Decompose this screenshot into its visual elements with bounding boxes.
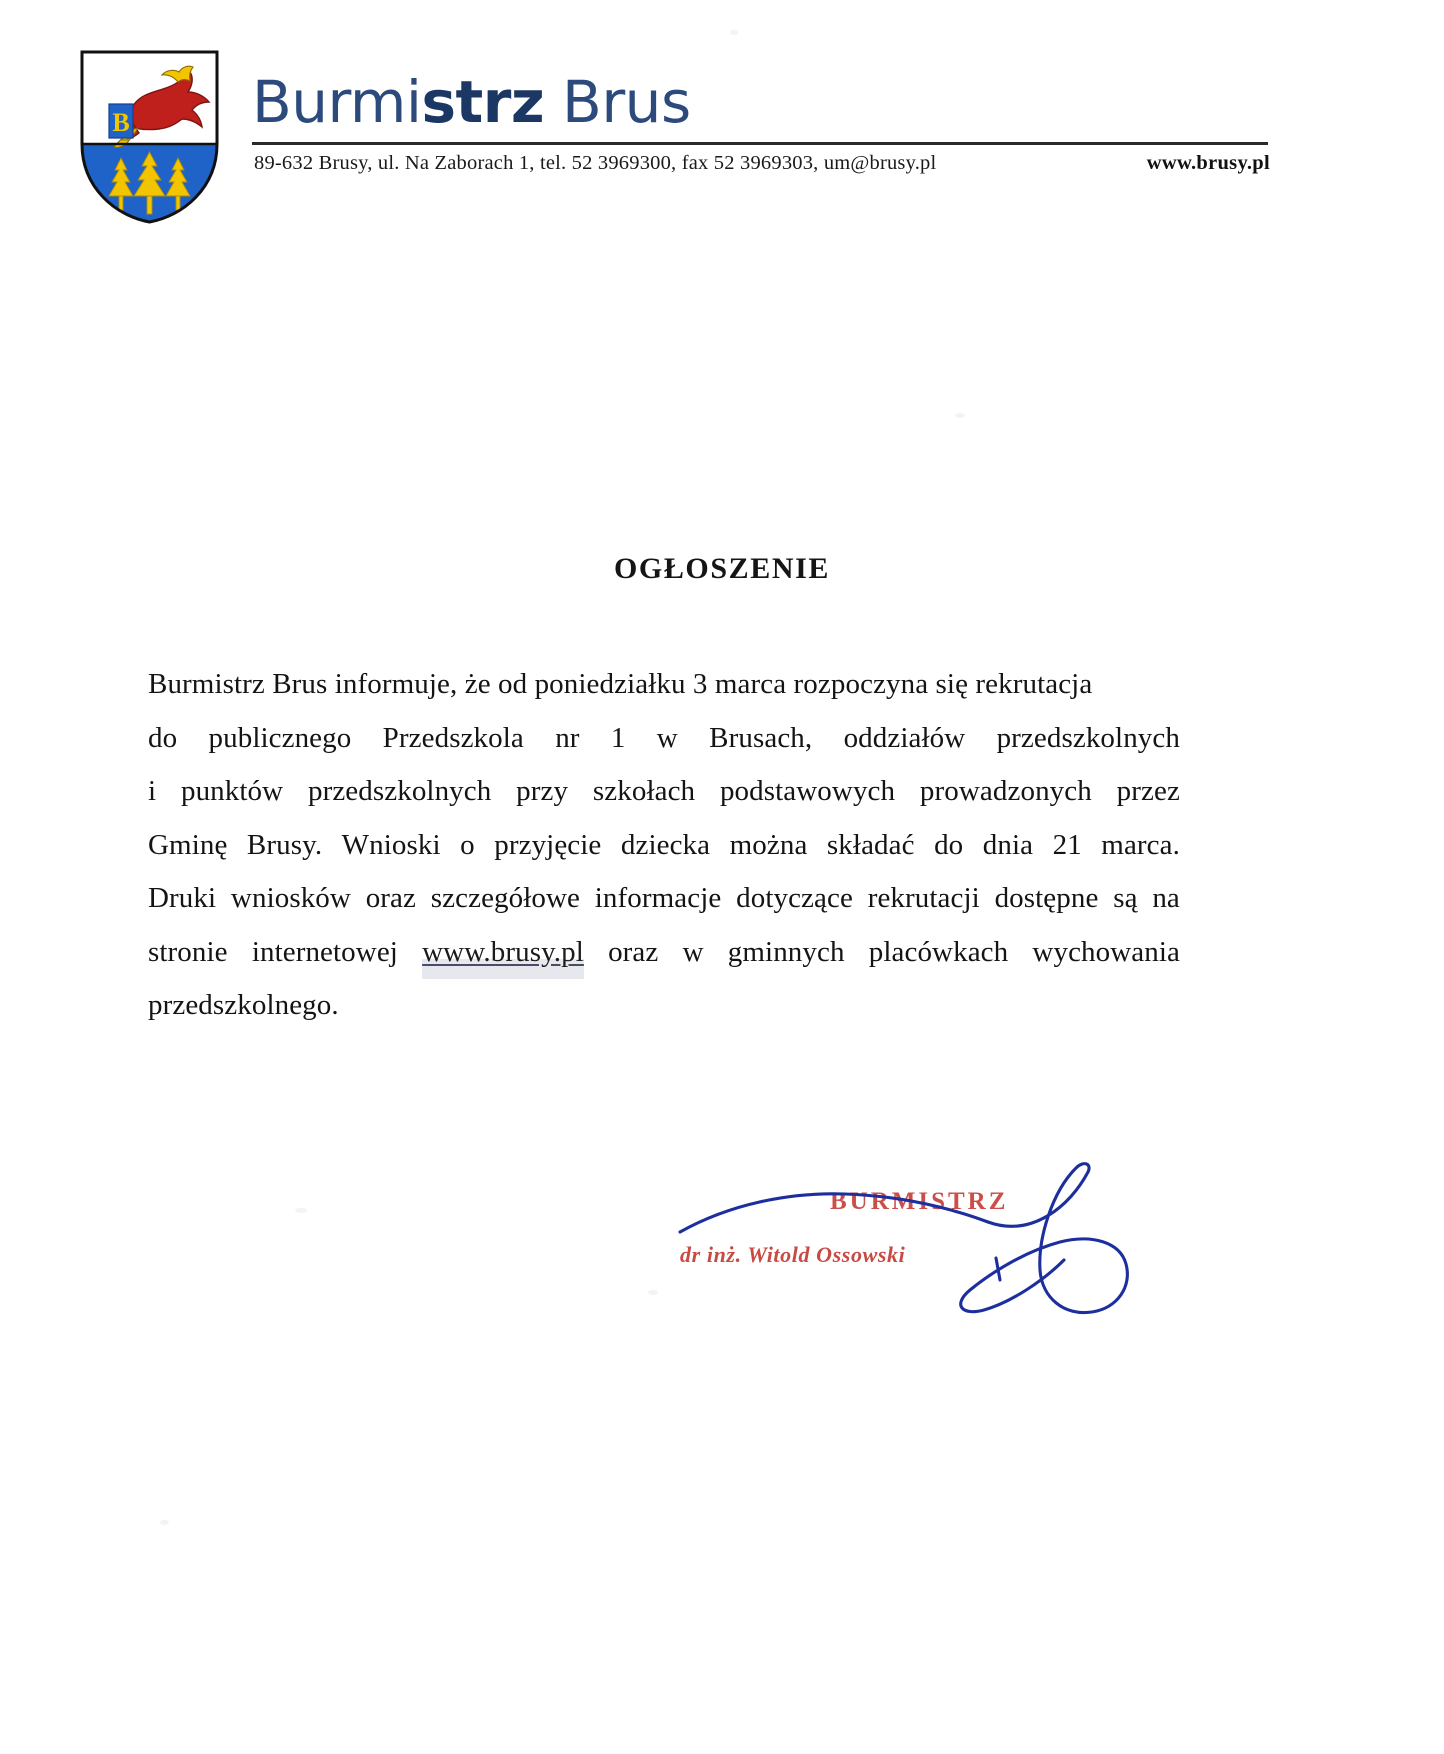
body-word: wychowania — [1032, 935, 1180, 968]
organization-title-part2: strz — [421, 68, 545, 136]
body-line — [148, 712, 1180, 766]
body-line — [148, 819, 1180, 873]
organization-title — [252, 70, 1270, 134]
body-word: gminnych — [727, 935, 845, 968]
body-word: w — [656, 721, 678, 754]
body-word: przedszkolnych — [307, 775, 492, 807]
body-word: na — [1152, 882, 1180, 914]
body-word: publicznego — [208, 721, 352, 754]
body-word: nr — [555, 721, 580, 754]
website-url[interactable]: www.brusy.pl — [1146, 152, 1270, 174]
body-word: Druki — [148, 882, 217, 914]
contact-details: 89-632 Brusy, ul. Na Zaborach 1, tel. 52 3969300, fax 52 3969303, um@brusy.pl — [254, 152, 937, 174]
body-word: Przedszkola — [382, 721, 524, 754]
body-line — [148, 765, 1180, 819]
mayor-stamp — [680, 1188, 1009, 1268]
body-word: rekrutacji — [867, 882, 980, 914]
organization-title-part3: Brus — [544, 68, 691, 136]
body-line — [148, 872, 1180, 926]
coat-of-arms-icon — [78, 48, 221, 226]
body-word: przyjęcie — [494, 828, 602, 861]
svg-text:B: B — [112, 108, 130, 137]
body-word: dziecka — [620, 828, 711, 861]
body-word: 21 — [1052, 828, 1082, 861]
body-word: marca. — [1101, 828, 1180, 861]
body-line: Burmistrz Brus informuje, że od poniedziałku 3 marca rozpoczyna się rekrutacja — [148, 668, 1093, 700]
body-word: oddziałów — [843, 721, 966, 754]
body-word: prowadzonych — [919, 775, 1092, 807]
body-word: stronie — [148, 935, 228, 968]
body-word: są — [1113, 882, 1138, 914]
body-word: przy — [516, 775, 569, 807]
body-word: i — [148, 775, 157, 807]
header-divider — [252, 142, 1268, 145]
organization-title-part1: Burmi — [252, 68, 422, 136]
body-word: punktów — [180, 775, 284, 807]
body-word: placówkach — [868, 935, 1009, 968]
body-line — [148, 926, 1180, 980]
body-word: w — [682, 935, 704, 968]
page-title: OGŁOSZENIE — [613, 552, 831, 585]
signature-block — [640, 1130, 1200, 1360]
letterhead — [0, 0, 1444, 250]
body-word: przedszkolnych — [996, 721, 1180, 754]
body-word: oraz — [608, 935, 659, 968]
body-word: podstawowych — [719, 775, 896, 807]
stamp-name: dr inż. Witold Ossowski — [680, 1242, 906, 1267]
body-word: dostępne — [994, 882, 1099, 914]
body-word: o — [460, 828, 475, 861]
inline-website-link[interactable]: www.brusy.pl — [422, 926, 584, 980]
body-word: 1 — [610, 721, 626, 754]
contact-row — [252, 152, 1270, 180]
body-word: składać — [826, 828, 915, 861]
announcement-body — [148, 658, 1180, 1033]
stamp-title: BURMISTRZ — [830, 1188, 1009, 1215]
body-word: do — [934, 828, 964, 861]
body-word: szkołach — [592, 775, 696, 807]
scan-speck — [160, 1520, 169, 1525]
body-word: do — [148, 721, 178, 754]
body-word: wniosków — [230, 882, 351, 914]
body-word: Gminę — [148, 828, 228, 861]
body-word: Brusach, — [709, 721, 813, 754]
body-word: dnia — [982, 828, 1034, 861]
body-line: przedszkolnego. — [148, 989, 339, 1021]
body-word: można — [729, 828, 808, 861]
body-word: przez — [1116, 775, 1180, 807]
body-word: dotyczące — [736, 882, 853, 914]
body-word: internetowej — [251, 935, 398, 968]
body-word: Brusy. — [246, 828, 323, 861]
letterhead-text-block — [252, 70, 1270, 180]
body-word: Wnioski — [341, 828, 441, 861]
body-word: szczegółowe — [430, 882, 581, 914]
scan-speck — [955, 413, 965, 418]
scan-speck — [295, 1208, 307, 1213]
body-word: oraz — [365, 882, 417, 914]
body-word: informacje — [594, 882, 722, 914]
